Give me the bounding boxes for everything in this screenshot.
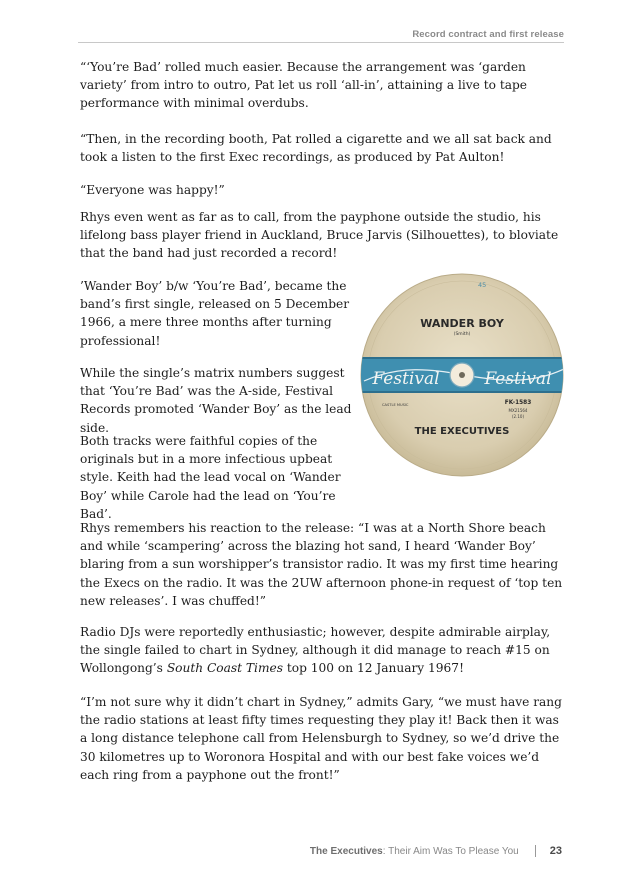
paragraph-4: Rhys even went as far as to call, from the payphone outside the studio, his lifelong bass player friend in Auckland, Bruce Jarvis (Silhouettes), to bloviate that the band had just recorded a record! xyxy=(80,210,559,261)
paragraph-1: “‘You’re Bad’ rolled much easier. Because the arrangement was ‘garden variety’ from intro to outro, Pat let us roll ‘all-in’, attaining a live to tape performance with minimal overdubs. xyxy=(80,60,528,111)
record-duration: (2.10) xyxy=(511,414,525,419)
record-composer: (Smith) xyxy=(453,332,471,337)
record-catalog-number: FK-1583 xyxy=(504,400,532,406)
radio-text-end: top 100 on 12 January 1967! xyxy=(282,661,464,676)
record-brand-right: Festival xyxy=(484,369,552,389)
record-artist: THE EXECUTIVES xyxy=(414,426,510,437)
record-publisher: CASTLE MUSIC xyxy=(382,403,409,407)
paragraph-3: “Everyone was happy!” xyxy=(80,183,225,197)
page-footer xyxy=(310,845,562,857)
page-number: 23 xyxy=(549,845,562,857)
footer-book-title: The Executives xyxy=(309,845,383,857)
paragraph-7: Both tracks were faithful copies of the originals but in a more infectious upbeat style. Keith had the lead vocal on ‘Wander Boy’ while Carole had the lead on ‘You’re Bad’. xyxy=(80,434,341,521)
footer-book-subtitle: : Their Aim Was To Please You xyxy=(382,845,519,857)
paragraph-5: ’Wander Boy’ b/w ‘You’re Bad’, became the band’s first single, released on 5 December 1966, a mere three months after turning professional! xyxy=(80,279,350,348)
record-matrix-number: MX21564 xyxy=(508,408,528,413)
record-song-title: WANDER BOY xyxy=(420,317,504,330)
running-head: Record contract and first release xyxy=(412,29,564,40)
record-speed: 45 xyxy=(478,281,487,289)
paragraph-6: While the single’s matrix numbers suggest that ‘You’re Bad’ was the A-side, Festival Records promoted ‘Wander Boy’ as the lead side. xyxy=(80,366,352,435)
newspaper-title: South Coast Times xyxy=(166,661,283,676)
record-brand-left: Festival xyxy=(372,369,440,389)
footer-separator xyxy=(535,845,536,857)
paragraph-10: “I’m not sure why it didn’t chart in Sydney,” admits Gary, “we must have rang the radio stations at least fifty times requesting they play it! Back then it was a long distance telephone call from Helensburgh to Sydney, so we’d drive the 30 kilometres up to Woronora Hospital and with our best fake voices we’d each ring from a payphone out the front!” xyxy=(80,695,562,782)
paragraph-2: “Then, in the recording booth, Pat rolled a cigarette and we all sat back and took a listen to the first Exec recordings, as produced by Pat Aulton! xyxy=(80,132,552,165)
paragraph-9 xyxy=(80,623,564,678)
header-rule xyxy=(78,42,564,43)
radio-text-start: Radio DJs were reportedly enthusiastic; however, despite admirable airplay, the single failed to chart in Sydney, although it did manage to reach #15 on Wollongong’s xyxy=(80,625,551,676)
vinyl-record-label-photo xyxy=(360,273,564,477)
paragraph-8: Rhys remembers his reaction to the release: “I was at a North Shore beach and while ‘scampering’ across the blazing hot sand, I heard ‘Wander Boy’ blaring from a sun worshipper’s transistor radio. It was my first time hearing the Execs on the radio. It was the 2UW afternoon phone-in request of ‘top ten new releases’. I was chuffed!” xyxy=(80,521,563,608)
